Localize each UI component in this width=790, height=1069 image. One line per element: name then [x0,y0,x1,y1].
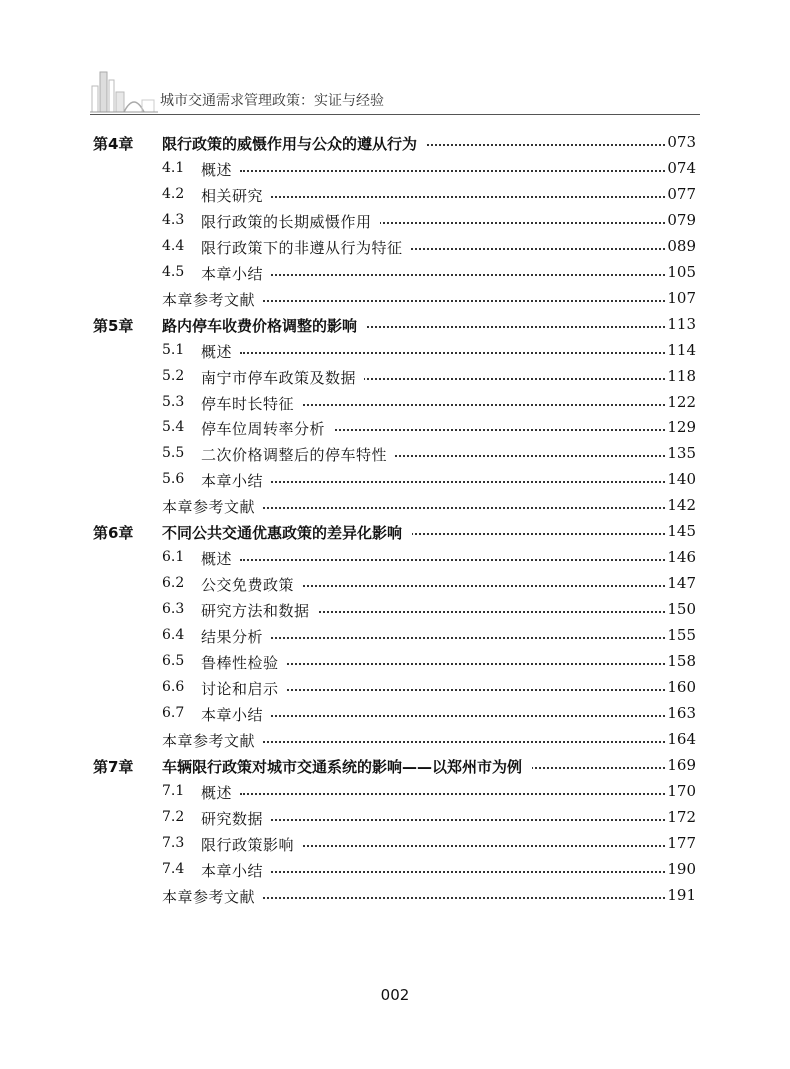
dot-leader [240,663,668,665]
toc-entry-title: 本章参考文献 [162,496,263,517]
toc-entry-number: 7.4 [162,860,185,877]
toc-entry-page: 118 [667,366,696,385]
toc-section-entry[interactable] [0,832,790,854]
toc-entry-title: 本章小结 [201,860,271,881]
toc-entry-page: 158 [667,652,696,670]
toc-section-entry[interactable] [0,598,790,620]
toc-entry-page: 142 [667,496,696,515]
toc-section-entry[interactable] [0,702,790,724]
dot-leader [240,689,668,691]
header-divider [90,114,700,115]
dot-leader [240,741,668,743]
toc-entry-page: 191 [667,885,696,904]
toc-section-entry[interactable] [0,858,790,880]
toc-entry-number: 5.2 [162,367,185,384]
toc-entry-number: 5.6 [162,471,185,488]
toc-section-entry[interactable] [0,391,790,413]
toc-entry-number: 第4章 [93,135,134,153]
toc-entry-number: 7.2 [162,808,185,825]
toc-section-entry[interactable] [0,806,790,828]
toc-section-entry[interactable] [0,572,790,594]
dot-leader [240,585,668,587]
toc-entry-title: 南宁市停车政策及数据 [201,367,364,388]
page-number: 002 [380,986,410,1004]
toc-entry-number: 6.6 [162,678,185,695]
toc-section-entry[interactable] [0,442,790,464]
toc-entry-page: 170 [667,781,696,800]
dot-leader [240,274,668,276]
toc-section-entry[interactable] [0,650,790,672]
toc-entry-title: 限行政策的长期威慑作用 [201,211,380,232]
toc-entry-title: 概述 [201,548,240,569]
toc-entry-page: 190 [667,859,696,878]
toc-entry-title: 结果分析 [201,626,271,647]
toc-entry-page: 079 [667,210,696,229]
toc-entry-title: 路内停车收费价格调整的影响 [162,315,367,336]
toc-section-entry[interactable] [0,546,790,568]
dot-leader [240,845,668,847]
toc-entry-title: 概述 [201,159,240,180]
dot-leader [240,637,668,639]
toc-entry-title: 限行政策下的非遵从行为特征 [201,237,411,258]
toc-section-entry[interactable] [0,209,790,231]
toc-entry-number: 4.2 [162,185,185,202]
toc-entry-number: 6.1 [162,549,185,566]
toc-section-entry[interactable] [0,235,790,257]
toc-section-entry[interactable] [0,365,790,387]
toc-entry-page: 107 [667,288,696,307]
toc-entry-number: 6.7 [162,704,185,721]
toc-references-entry[interactable] [0,494,790,516]
toc-section-entry[interactable] [0,157,790,179]
toc-entry-title: 限行政策的威慑作用与公众的遵从行为 [162,133,427,154]
toc-entry-page: 155 [667,626,696,645]
toc-entry-page: 105 [667,262,696,281]
toc-entry-title: 概述 [201,782,240,803]
toc-entry-title: 研究数据 [201,808,271,829]
toc-section-entry[interactable] [0,676,790,698]
toc-entry-page: 145 [667,522,696,541]
toc-references-entry[interactable] [0,287,790,309]
toc-chapter-entry[interactable] [0,520,790,542]
page-header [90,58,700,120]
toc-entry-page: 163 [667,703,696,722]
toc-entry-title: 停车位周转率分析 [201,418,333,439]
toc-entry-number: 第7章 [93,757,134,776]
toc-references-entry[interactable] [0,884,790,906]
toc-entry-title: 车辆限行政策对城市交通系统的影响——以郑州市为例 [162,756,532,777]
dot-leader [240,481,668,483]
toc-entry-page: 089 [667,236,696,255]
toc-references-entry[interactable] [0,728,790,750]
toc-entry-page: 172 [667,807,696,826]
toc-entry-page: 147 [667,574,696,593]
dot-leader [240,300,668,302]
toc-entry-page: 114 [667,340,696,359]
toc-section-entry[interactable] [0,261,790,283]
toc-entry-page: 164 [667,729,696,748]
toc-entry-title: 本章参考文献 [162,730,263,751]
toc-entry-number: 5.4 [162,419,185,436]
toc-entry-number: 4.5 [162,263,185,280]
toc-entry-title: 鲁棒性检验 [201,652,287,673]
city-skyline-logo [90,64,158,114]
toc-section-entry[interactable] [0,339,790,361]
toc-entry-page: 146 [667,548,696,567]
toc-section-entry[interactable] [0,183,790,205]
dot-leader [240,507,668,509]
toc-entry-number: 5.3 [162,393,185,410]
toc-entry-number: 5.5 [162,445,185,462]
toc-entry-title: 研究方法和数据 [201,600,318,621]
toc-section-entry[interactable] [0,780,790,802]
toc-entry-title: 本章小结 [201,470,271,491]
toc-entry-number: 4.3 [162,211,185,228]
toc-entry-page: 150 [667,600,696,619]
toc-entry-page: 140 [667,470,696,489]
toc-section-entry[interactable] [0,624,790,646]
toc-entry-title: 本章小结 [201,704,271,725]
dot-leader [240,871,668,873]
toc-entry-title: 讨论和启示 [201,678,287,699]
toc-entry-page: 077 [667,184,696,203]
book-title: 城市交通需求管理政策：实证与经验 [160,93,384,109]
toc-entry-title: 不同公共交通优惠政策的差异化影响 [162,522,412,543]
dot-leader [240,793,668,795]
toc-section-entry[interactable] [0,416,790,438]
toc-entry-title: 停车时长特征 [201,393,302,414]
toc-entry-number: 第6章 [93,524,134,543]
toc-entry-number: 6.4 [162,627,185,644]
toc-entry-page: 177 [667,833,696,852]
toc-entry-number: 7.1 [162,782,185,799]
dot-leader [240,352,668,354]
toc-entry-number: 6.2 [162,575,185,592]
toc-entry-number: 4.1 [162,159,185,176]
toc-entry-page: 074 [667,158,696,177]
toc-entry-title: 公交免费政策 [201,574,302,595]
toc-entry-title: 相关研究 [201,185,271,206]
toc-section-entry[interactable] [0,468,790,490]
dot-leader [240,819,668,821]
toc-entry-title: 限行政策影响 [201,834,302,855]
toc-entry-title: 二次价格调整后的停车特性 [201,444,395,465]
toc-entry-page: 122 [667,392,696,411]
toc-entry-page: 129 [667,418,696,437]
toc-entry-title: 本章参考文献 [162,289,263,310]
toc-chapter-entry[interactable] [0,131,790,153]
dot-leader [240,196,668,198]
toc-entry-page: 073 [667,133,696,151]
toc-entry-title: 概述 [201,341,240,362]
toc-entry-number: 6.5 [162,653,185,669]
dot-leader [240,559,668,561]
toc-entry-title: 本章小结 [201,263,271,284]
toc-entry-number: 第5章 [93,316,134,335]
dot-leader [240,170,668,172]
toc-chapter-entry[interactable] [0,754,790,776]
toc-entry-number: 4.4 [162,237,185,254]
toc-entry-page: 135 [667,444,696,463]
toc-entry-number: 5.1 [162,341,185,358]
toc-chapter-entry[interactable] [0,313,790,335]
dot-leader [240,897,668,899]
dot-leader [240,715,668,717]
toc-entry-page: 160 [667,677,696,696]
toc-entry-number: 6.3 [162,601,185,618]
toc-entry-number: 7.3 [162,834,185,851]
toc-entry-title: 本章参考文献 [162,886,263,907]
toc-entry-page: 169 [667,755,696,774]
toc-entry-page: 113 [667,314,696,333]
dot-leader [240,404,668,406]
